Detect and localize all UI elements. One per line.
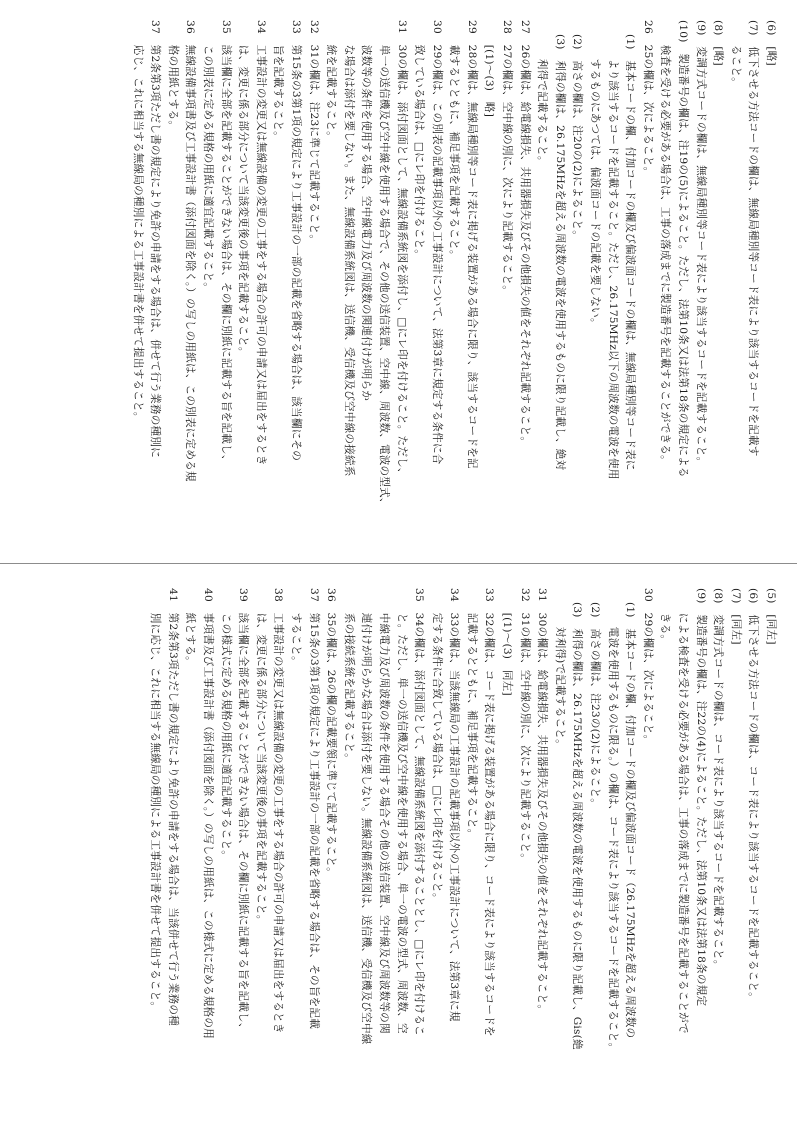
bottom-text-line: 40 事項書及び工事設計書（添付図面を除く。）の写しの用紙は、この様式に定める規格の用 bbox=[201, 588, 214, 1039]
top-text-line: 格の用紙とする。 bbox=[166, 34, 179, 132]
top-text-line: 31 30の欄は、添付図面として、無線設備系統図を添付し、□にレ印を付けること。ただし、 bbox=[395, 20, 408, 479]
top-text-line: 35 該当欄に全部を記載することができない場合は、その欄に別紙に記載する旨を記載し、 bbox=[219, 20, 232, 466]
top-text-line: 統を記載すること。 bbox=[324, 34, 337, 142]
top-text-line: 37 第2条第3項ただし書の規定により免許の申請をする場合は、併せて行う業務の種別に bbox=[148, 20, 161, 458]
bottom-text-line: 33 32の欄は、コード表に掲げる装置がある場合に限り、コード表により該当するコードを bbox=[483, 588, 495, 1037]
bottom-text-line: この様式に定める規格の用紙に適宜記載すること。 bbox=[219, 602, 232, 862]
bottom-text-line: による検査を受ける必要がある場合は、工事の落成までに製造番号を記載することがで bbox=[676, 602, 689, 1034]
bottom-text-line: 電波を使用するものに限る。）の欄は、コード表により該当するコードを記載すること。 bbox=[606, 616, 619, 1054]
bottom-text-line: 別に応じ、これに相当する無線局の種別による工事設計書を併せて提出すること。 bbox=[148, 602, 161, 1013]
bottom-lines bbox=[19, 588, 779, 1108]
top-text-line: [(1)〜(3) 略] bbox=[483, 34, 495, 118]
bottom-text-line: (9) 製造番号の欄は、注22の(4)によること。ただし、法第10条又は法第18条の規定 bbox=[694, 588, 707, 1007]
top-text-line: 27 26の欄は、給電線損失、共用器損失及びその他損失の値をそれぞれ記載すること。 bbox=[518, 20, 531, 448]
top-text-line: (9) 変調方式コードの欄は、無線局種別等コード表により該当するコードを記載すること。 bbox=[694, 20, 707, 468]
top-lines bbox=[19, 20, 779, 540]
bottom-text-line: 系の接続系統を記載すること。 bbox=[342, 602, 355, 764]
top-text-line: 29 28の欄は、無線局種別等コード表に掲げる装置がある場合に限り、該当するコードを記 bbox=[465, 20, 478, 469]
top-text-line: ること。 bbox=[729, 34, 742, 88]
top-text-line: な場合は添付を要しない。また、無線設備系統図は、送信機、受信機及び空中線の接続系 bbox=[342, 34, 355, 477]
top-panel bbox=[0, 0, 797, 560]
top-text-line: 致している場合は、□にレ印を付けること。 bbox=[412, 34, 425, 261]
bottom-text-line: (3) 利得の欄は、26.175MHzを超える周波数の電波を使用するものに限り記載し、Gis(絶 bbox=[570, 602, 583, 1050]
top-text-line: 載するとともに、補足事項を記載すること。 bbox=[447, 34, 460, 261]
top-text-column bbox=[19, 20, 779, 540]
bottom-text-line: (5) [同左] bbox=[764, 588, 777, 645]
bottom-text-line: (7) [同左] bbox=[729, 588, 742, 645]
bottom-text-line: (1) 基本コードの欄、付加コードの欄及び偏波面コード（26.175MHzを超える周波数の bbox=[623, 602, 636, 1039]
bottom-text-line: 39 該当欄に全部を記載することができない場合は、その欄に別紙に記載する旨を記載し、 bbox=[236, 588, 249, 1034]
top-text-line: (8) [略] bbox=[711, 20, 724, 66]
top-text-line: 検査を受ける必要がある場合は、工事の落成までに製造番号を記載することができる。 bbox=[658, 34, 671, 466]
bottom-text-line: 31 30の欄は、給電線損失、共用器損失及びその他損失の値をそれぞれ記載すること。 bbox=[535, 588, 548, 1016]
top-text-line: 34 工事設計の変更又は無線設備の変更の工事をする場合の許可の申請又は届出をするとき bbox=[254, 20, 267, 466]
top-text-line: 単一の送信機及び空中線を使用する場合で、その他の送信装置、空中線、周波数、電波の型式、 bbox=[377, 34, 390, 509]
top-text-line: (3) 利得の欄は、26.175MHzを超える周波数の電波を使用するものに限り記載し、絶対 bbox=[553, 34, 566, 471]
top-text-line: 旨を記載すること。 bbox=[271, 34, 284, 142]
top-text-line: この別表に定める規格の用紙に適宜記載すること。 bbox=[201, 34, 214, 294]
bottom-text-line: 対利得)で記載すること。 bbox=[553, 616, 566, 750]
top-text-line: 30 29の欄は、この別表の記載事項以外の工事設計について、法第3章に規定する条件に合 bbox=[430, 20, 443, 465]
bottom-text-line: 紙とする。 bbox=[183, 602, 196, 667]
bottom-text-line: 32 31の欄は、空中線の別に、次により記載すること。 bbox=[518, 588, 531, 865]
top-text-line: 32 31の欄は、注23に準じて記載すること。 bbox=[307, 20, 320, 246]
bottom-text-line: と。ただし、単一の送信機及び空中線を使用する場合、単一の電波の型式、周波数、空 bbox=[395, 602, 408, 1034]
top-text-line: 波数等の条件を使用する場合、空中線電力及び周波数の関連付けが明らか bbox=[359, 34, 372, 401]
bottom-text-line: すること。 bbox=[289, 602, 302, 667]
top-text-line: 26 25の欄は、次によること。 bbox=[641, 20, 654, 178]
top-text-line: (6) [略] bbox=[764, 20, 777, 66]
bottom-text-line: 定する条件に合致している場合は、□にレ印を付けること。 bbox=[430, 602, 443, 904]
bottom-text-line: 37 第15条の3第1項の規定により工事設計の一部の記載を省略する場合は、その旨を記載 bbox=[307, 588, 320, 1030]
top-text-line: (10) 製造番号の欄は、注19の(5)によること。ただし、法第10条又は法第18条の規定による bbox=[676, 20, 689, 478]
bottom-text-line: 記載するとともに、補足事項を記載すること。 bbox=[465, 602, 478, 840]
bottom-text-line: (2) 高さの欄は、注23の(2)によること。 bbox=[588, 602, 601, 809]
top-text-line: (7) 低下させる方法コードの欄は、無線局種別等コード表により該当するコードを記載す bbox=[746, 20, 759, 457]
top-text-line: 33 第15条の3第1項の規定により工事設計の一部の記載を省略する場合は、該当欄にその bbox=[289, 20, 302, 462]
top-text-line: 利得で記載すること。 bbox=[535, 48, 548, 167]
panel-divider bbox=[0, 563, 797, 564]
top-text-line: (1) 基本コードの欄、付加コードの欄及び偏波面コードの欄は、無線局種別等コード表に bbox=[623, 34, 636, 471]
bottom-text-line: きる。 bbox=[658, 602, 671, 646]
top-text-line: 応じ、これに相当する無線局の種別による工事設計書を併せて提出すること。 bbox=[131, 34, 144, 423]
bottom-text-line: [(1)〜(3) 同左] bbox=[500, 602, 513, 696]
top-text-line: より該当するコードを記載すること。ただし、26.175MHz以下の周波数の電波を使用 bbox=[606, 48, 619, 480]
bottom-text-line: 36 35の欄は、26の欄の記載要領に準じて記載すること。 bbox=[324, 588, 337, 878]
bottom-text-line: 35 34の欄は、添付図面として、無線設備系統図を添付することとし、□にレ印を付けるこ bbox=[412, 588, 425, 1036]
bottom-text-line: 中線電力及び周波数の条件を使用する場合その他の送信装置、空中線及び周波数等の関 bbox=[377, 602, 390, 1034]
bottom-text-line: (6) 低下させる方法コードの欄は、コード表により該当するコードを記載すること。 bbox=[746, 588, 759, 1003]
bottom-panel bbox=[0, 568, 797, 1128]
bottom-text-line: は、変更に係る部分について当該変更後の事項を記載すること。 bbox=[254, 602, 267, 926]
bottom-text-column bbox=[19, 588, 779, 1108]
top-text-line: (2) 高さの欄は、注20の(2)によること。 bbox=[570, 34, 583, 241]
top-text-line: は、変更に係る部分について当該変更後の事項を記載すること。 bbox=[236, 34, 249, 358]
top-text-line: するものにあつては、偏波面コードの記載を要しない。 bbox=[588, 48, 601, 329]
bottom-text-line: 34 33の欄は、当該無線局の工事設計の記載事項以外の工事設計について、法第3章に規 bbox=[447, 588, 460, 1022]
top-text-line: 28 27の欄は、空中線の別に、次により記載すること。 bbox=[500, 20, 513, 297]
bottom-text-line: (8) 変調方式コードの欄は、コード表により該当するコードを記載すること。 bbox=[711, 588, 724, 971]
bottom-text-line: 41 第2条第3項ただし書の規定により免許の申請をする場合は、当該併せて行う業務の種 bbox=[166, 588, 179, 1026]
bottom-text-line: 連付けが明らかな場合は添付を要しない。無線設備系統図は、送信機、受信機及び空中線 bbox=[359, 602, 372, 1045]
top-text-line: 36 無線設備事項書及び工事設計書（添付図面を除く。）の写しの用紙は、この別表に定める規 bbox=[183, 20, 196, 482]
bottom-text-line: 30 29の欄は、次によること。 bbox=[641, 588, 654, 746]
bottom-text-line: 38 工事設計の変更又は無線設備の変更の工事をする場合の許可の申請又は届出をするとき bbox=[271, 588, 284, 1034]
